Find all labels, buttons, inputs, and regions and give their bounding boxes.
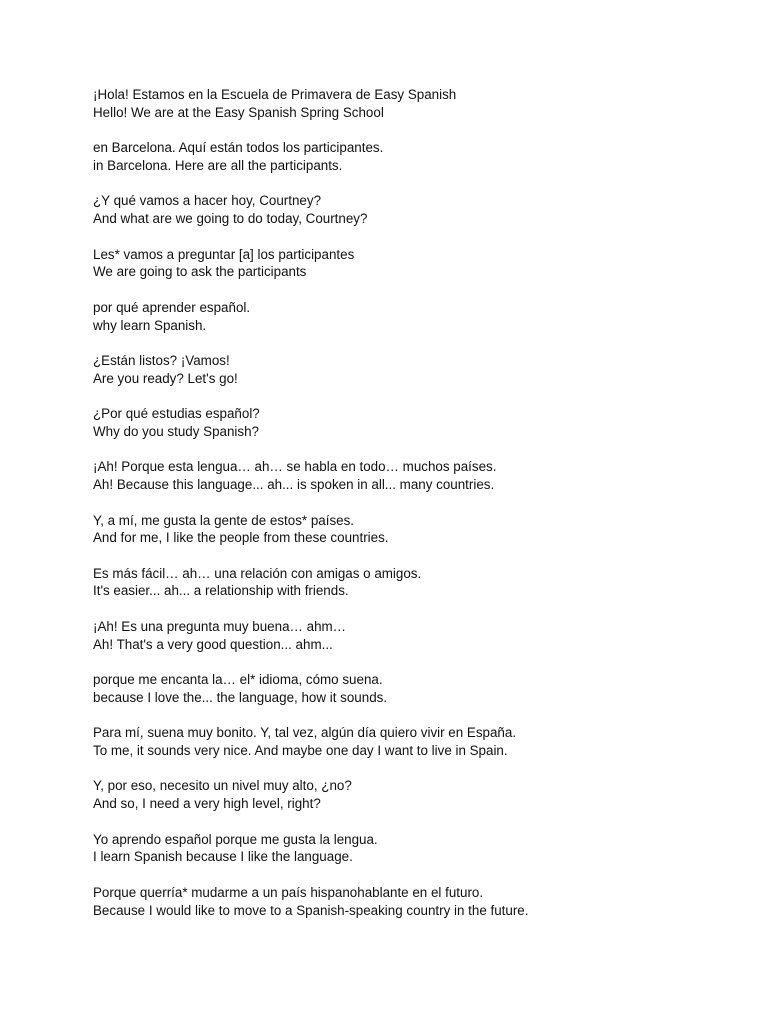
spanish-line: ¡Ah! Es una pregunta muy buena… ahm… [93,618,347,634]
transcript-pair [93,139,553,175]
spanish-line: Yo aprendo español porque me gusta la lengua. [93,831,378,847]
english-line: Ah! Because this language... ah... is spoken in all... many countries. [93,477,495,493]
transcript-pair [93,86,553,122]
spanish-line: en Barcelona. Aquí están todos los participantes. [93,140,384,156]
transcript-pair [93,192,553,228]
spanish-line: Les* vamos a preguntar [a] los participantes [93,246,355,262]
english-line: I learn Spanish because I like the language. [93,849,353,865]
spanish-line: Y, por eso, necesito un nivel muy alto, ¿no? [93,778,352,794]
english-line: It's easier... ah... a relationship with friends. [93,583,349,599]
transcript-pair [93,724,553,760]
transcript-pair [93,458,553,494]
spanish-line: Y, a mí, me gusta la gente de estos* países. [93,512,355,528]
english-line: And for me, I like the people from these countries. [93,530,389,546]
transcript-pair [93,246,553,282]
transcript-pair [93,618,553,654]
transcript-pair [93,671,553,707]
english-line: Hello! We are at the Easy Spanish Spring School [93,104,384,120]
english-line: And so, I need a very high level, right? [93,796,321,812]
english-line: Because I would like to move to a Spanish-speaking country in the future. [93,902,529,918]
transcript-pair [93,299,553,335]
english-line: Are you ready? Let's go! [93,370,238,386]
english-line: To me, it sounds very nice. And maybe one day I want to live in Spain. [93,743,508,759]
english-line: And what are we going to do today, Courtney? [93,211,368,227]
spanish-line: Es más fácil… ah… una relación con amigas o amigos. [93,565,422,581]
transcript-pair [93,352,553,388]
english-line: because I love the... the language, how it sounds. [93,689,388,705]
english-line: Ah! That's a very good question... ahm... [93,636,333,652]
transcript-pair [93,777,553,813]
spanish-line: ¿Están listos? ¡Vamos! [93,352,230,368]
transcript-pair [93,565,553,601]
transcript-pair [93,884,553,920]
spanish-line: ¿Y qué vamos a hacer hoy, Courtney? [93,193,322,209]
spanish-line: ¿Por qué estudias español? [93,406,260,422]
english-line: why learn Spanish. [93,317,207,333]
transcript-pair [93,512,553,548]
spanish-line: por qué aprender español. [93,299,251,315]
spanish-line: porque me encanta la… el* idioma, cómo suena. [93,672,383,688]
spanish-line: ¡Hola! Estamos en la Escuela de Primavera de Easy Spanish [93,87,457,102]
transcript-pair [93,405,553,441]
english-line: in Barcelona. Here are all the participants. [93,157,343,173]
english-line: We are going to ask the participants [93,264,307,280]
english-line: Why do you study Spanish? [93,423,259,439]
spanish-line: ¡Ah! Porque esta lengua… ah… se habla en todo… muchos países. [93,459,497,475]
spanish-line: Porque querría* mudarme a un país hispanohablante en el futuro. [93,884,484,900]
spanish-line: Para mí, suena muy bonito. Y, tal vez, algún día quiero vivir en España. [93,725,517,741]
transcript-pair [93,831,553,867]
transcript [93,86,553,937]
